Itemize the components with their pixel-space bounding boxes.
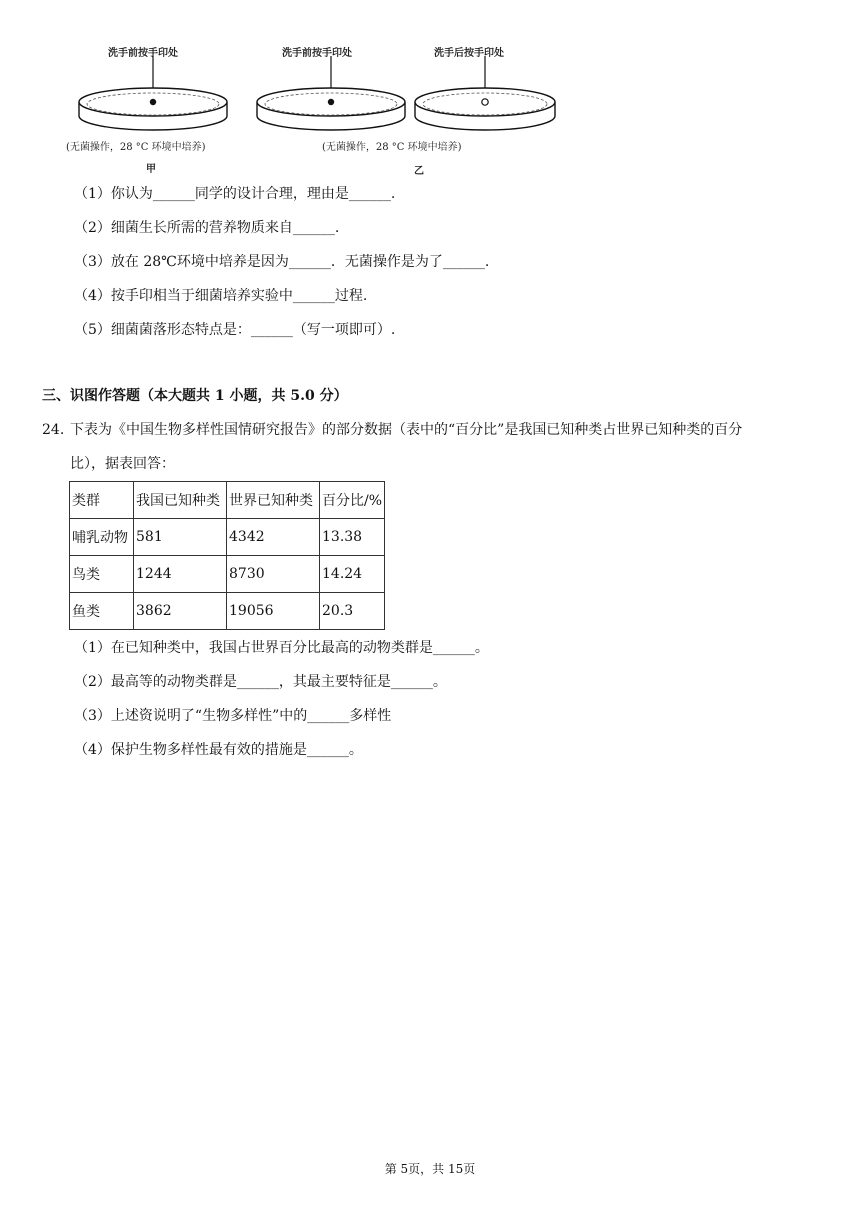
section-3-count: 1 (214, 388, 225, 404)
q23-sub-2: （2）细菌生长所需的营养物质来自______. (74, 220, 340, 236)
table-header-cell: 我国已知种类 (134, 482, 227, 519)
section-3-mid: 小题，共 (229, 388, 286, 404)
petri-dish-3 (415, 88, 555, 130)
q23-sub-5: （5）细菌菌落形态特点是：______（写一项即可）. (74, 322, 396, 338)
dish-label-2: 洗手前按手印处 (282, 48, 352, 59)
dish-label-1: 洗手前按手印处 (108, 48, 178, 59)
table-header-cell: 世界已知种类 (227, 482, 320, 519)
table-cell: 1244 (134, 556, 227, 593)
q24-sub-4: （4）保护生物多样性最有效的措施是______。 (74, 742, 363, 758)
q23-sub-3: （3）放在 28℃环境中培养是因为______．无菌操作是为了______. (74, 254, 490, 270)
q24-intro-line-2: 比），据表回答： (70, 456, 175, 472)
q23-sub-1: （1）你认为______同学的设计合理，理由是______. (74, 186, 396, 202)
section-3-prefix: 三、识图作答题（本大题共 (42, 388, 210, 404)
table-cell: 鸟类 (70, 556, 134, 593)
table-row (70, 556, 385, 593)
table-cell: 8730 (227, 556, 320, 593)
table-cell: 14.24 (320, 556, 385, 593)
table-cell: 哺乳动物 (70, 519, 134, 556)
group-label-jia: 甲 (146, 164, 156, 175)
handprint-dot (150, 99, 156, 105)
table-header-row (70, 482, 385, 519)
table-cell: 20.3 (320, 593, 385, 630)
group-label-yi: 乙 (414, 166, 424, 177)
page-number-footer: 第 5页，共 15页 (384, 1162, 476, 1176)
caption-left: (无菌操作，28 °C 环境中培养) (66, 142, 206, 153)
q24-sub-3: （3）上述资说明了“生物多样性”中的______多样性 (74, 708, 392, 724)
table-cell: 581 (134, 519, 227, 556)
table-cell: 13.38 (320, 519, 385, 556)
table-cell: 鱼类 (70, 593, 134, 630)
q24-sub-2: （2）最高等的动物类群是______，其最主要特征是______。 (74, 674, 447, 690)
petri-dish-figure (60, 38, 580, 178)
table-cell: 3862 (134, 593, 227, 630)
q24-number: 24. (42, 422, 65, 438)
section-3-heading (42, 386, 348, 406)
q23-sub-4: （4）按手印相当于细菌培养实验中______过程. (74, 288, 368, 304)
q24-intro-line-1: 下表为《中国生物多样性国情研究报告》的部分数据（表中的“百分比”是我国已知种类占世界已知种类的百分 (70, 422, 743, 438)
species-table (69, 481, 385, 630)
q24-sub-1: （1）在已知种类中，我国占世界百分比最高的动物类群是______。 (74, 640, 489, 656)
table-row (70, 519, 385, 556)
dish-label-3: 洗手后按手印处 (434, 48, 504, 59)
caption-right: (无菌操作，28 °C 环境中培养) (322, 142, 462, 153)
table-row (70, 593, 385, 630)
handprint-dot-hollow (482, 99, 488, 105)
petri-dish-2 (257, 88, 405, 130)
table-cell: 19056 (227, 593, 320, 630)
petri-dish-1 (79, 88, 227, 130)
section-3-suffix: 分） (319, 388, 348, 404)
table-header-cell: 类群 (70, 482, 134, 519)
table-header-cell: 百分比/% (320, 482, 385, 519)
handprint-dot (328, 99, 334, 105)
table-cell: 4342 (227, 519, 320, 556)
section-3-score: 5.0 (290, 388, 315, 404)
